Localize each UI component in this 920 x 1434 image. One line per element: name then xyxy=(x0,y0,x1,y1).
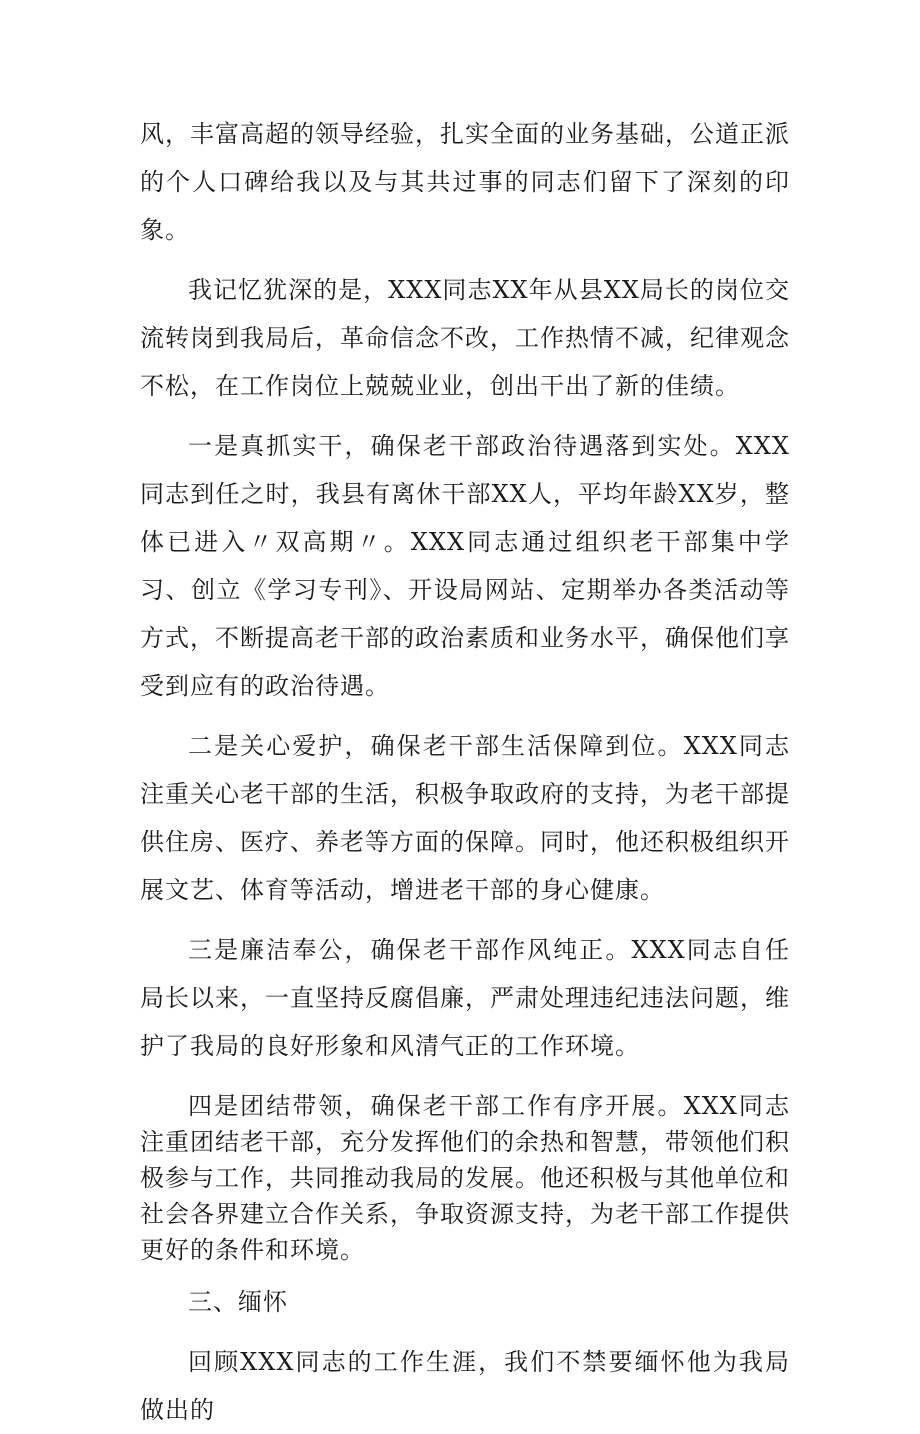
section-heading-remembrance: 三、缅怀 xyxy=(188,1288,288,1316)
paragraph-review: 回顾XXX同志的工作生涯，我们不禁要缅怀他为我局做出的 xyxy=(140,1348,790,1424)
document-body xyxy=(140,110,790,1434)
paragraph-point-four: 四是团结带领，确保老干部工作有序开展。XXX同志注重团结老干部，充分发挥他们的余热和智慧，带领他们积极参与工作，共同推动我局的发展。他还积极与其他单位和社会各界建立合作关系，争取资源支持，为老干部工作提供更好的条件和环境。 xyxy=(140,1092,790,1264)
paragraph-point-one: 一是真抓实干，确保老干部政治待遇落到实处。XXX同志到任之时，我县有离休干部XX人，平均年龄XX岁，整体已进入〃双高期〃。XXX同志通过组织老干部集中学习、创立《学习专刊》、开设局网站、定期举办各类活动等方式，不断提高老干部的政治素质和业务水平，确保他们享受到应有的政治待遇。 xyxy=(140,432,790,700)
paragraph-intro-continuation: 风，丰富高超的领导经验，扎实全面的业务基础，公道正派的个人口碑给我以及与其共过事的同志们留下了深刻的印象。 xyxy=(140,120,790,244)
paragraph-memory: 我记忆犹深的是，XXX同志XX年从县XX局长的岗位交流转岗到我局后，革命信念不改，工作热情不减，纪律观念不松，在工作岗位上兢兢业业，创出干出了新的佳绩。 xyxy=(140,276,790,400)
paragraph-point-three: 三是廉洁奉公，确保老干部作风纯正。XXX同志自任局长以来，一直坚持反腐倡廉，严肃处理违纪违法问题，维护了我局的良好形象和风清气正的工作环境。 xyxy=(140,936,790,1060)
paragraph-point-two: 二是关心爱护，确保老干部生活保障到位。XXX同志注重关心老干部的生活，积极争取政府的支持，为老干部提供住房、医疗、养老等方面的保障。同时，他还积极组织开展文艺、体育等活动，增进老干部的身心健康。 xyxy=(140,732,790,904)
